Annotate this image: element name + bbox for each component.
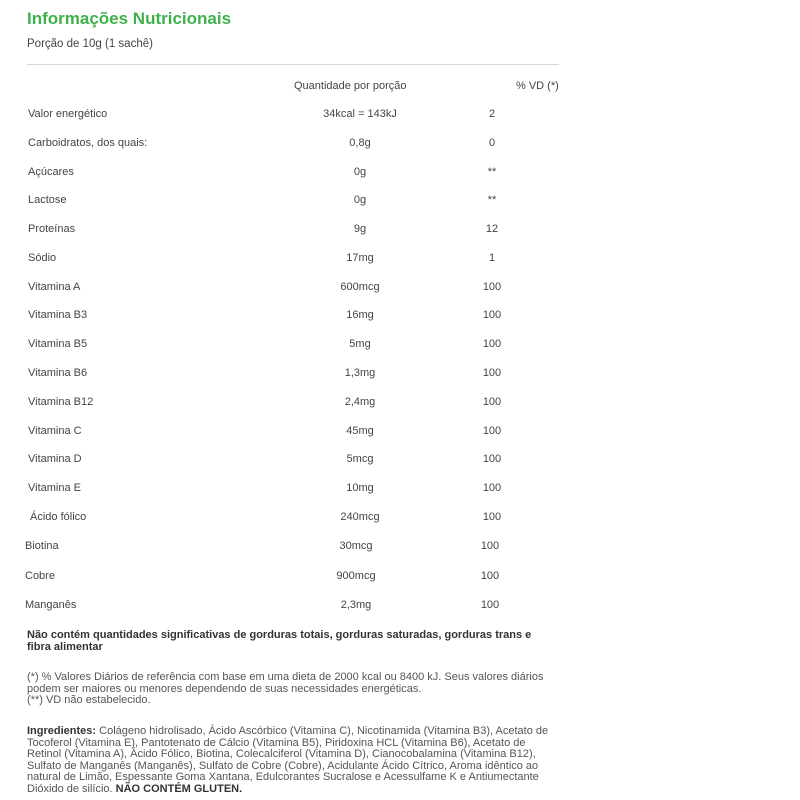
table-row: [0, 396, 800, 416]
nutrient-quantity: 34kcal = 143kJ: [323, 108, 397, 120]
nutrient-vd: 2: [488, 108, 496, 120]
nutrient-quantity: 5mg: [349, 338, 371, 350]
column-header-quantity: Quantidade por porção: [294, 80, 407, 92]
table-row: [0, 137, 800, 157]
nutrient-vd: 100: [482, 511, 502, 523]
table-row: [0, 166, 800, 186]
table-row: [0, 540, 800, 560]
vd-not-established-note: (**) VD não estabelecido.: [27, 694, 151, 706]
nutrient-vd: **: [487, 166, 497, 178]
table-row: [0, 252, 800, 272]
table-row: [0, 309, 800, 329]
table-row: [0, 453, 800, 473]
nutrient-name: Valor energético: [28, 108, 108, 120]
nutrient-vd: 1: [488, 252, 496, 264]
nutrient-name: Vitamina E: [28, 482, 81, 494]
nutrient-vd: 12: [485, 223, 499, 235]
nutrient-name: Vitamina B12: [28, 396, 94, 408]
nutrient-vd: 100: [482, 396, 502, 408]
nutrient-name: Vitamina D: [28, 453, 82, 465]
nutrient-vd: 100: [482, 482, 502, 494]
table-row: [0, 194, 800, 214]
nutrient-quantity: 600mcg: [340, 281, 380, 293]
nutrient-name: Vitamina B6: [28, 367, 88, 379]
page-title: Informações Nutricionais: [27, 9, 232, 28]
gluten-warning: NÃO CONTÉM GLUTEN.: [115, 782, 243, 795]
table-row: [0, 599, 800, 619]
vd-footnote: [27, 672, 552, 707]
table-row: [0, 482, 800, 502]
nutrient-name: Vitamina B3: [28, 309, 88, 321]
table-row: [0, 108, 800, 128]
nutrient-vd: 100: [482, 453, 502, 465]
vd-reference-note: (*) % Valores Diários de referência com base em uma dieta de 2000 kcal ou 8400 kJ. Seus valores diários podem ser maiores ou menores dependendo de suas necessidades energéticas.: [27, 671, 544, 695]
nutrient-name: Biotina: [25, 540, 59, 552]
nutrient-vd: 100: [480, 599, 500, 611]
nutrient-quantity: 1,3mg: [344, 367, 376, 379]
divider: [27, 64, 559, 65]
nutrient-name: Lactose: [28, 194, 67, 206]
table-row: [0, 425, 800, 445]
nutrient-vd: 0: [488, 137, 496, 149]
nutrient-name: Ácido fólico: [30, 511, 87, 523]
nutrient-quantity: 16mg: [346, 309, 374, 321]
nutrient-quantity: 2,3mg: [340, 599, 372, 611]
nutrient-quantity: 2,4mg: [344, 396, 376, 408]
table-row: [0, 511, 800, 531]
nutrient-vd: **: [487, 194, 497, 206]
not-significant-note: Não contém quantidades significativas de gorduras totais, gorduras saturadas, gorduras trans e fibra alimentar: [27, 629, 532, 653]
nutrient-name: Carboidratos, dos quais:: [28, 137, 148, 149]
nutrient-quantity: 45mg: [346, 425, 374, 437]
table-row: [0, 338, 800, 358]
nutrient-quantity: 30mcg: [339, 540, 373, 552]
nutrient-quantity: 0g: [353, 194, 367, 206]
nutrient-quantity: 240mcg: [340, 511, 380, 523]
ingredients-block: [27, 726, 552, 795]
ingredients-label: Ingredientes:: [27, 725, 97, 737]
nutrient-name: Proteínas: [28, 223, 76, 235]
nutrient-name: Manganês: [25, 599, 77, 611]
nutrient-name: Vitamina B5: [28, 338, 88, 350]
table-row: [0, 367, 800, 387]
nutrient-vd: 100: [480, 570, 500, 582]
nutrient-name: Sódio: [28, 252, 57, 264]
nutrient-quantity: 9g: [353, 223, 367, 235]
nutrient-quantity: 0g: [353, 166, 367, 178]
nutrient-name: Cobre: [25, 570, 55, 582]
table-row: [0, 281, 800, 301]
nutrient-vd: 100: [480, 540, 500, 552]
nutrient-quantity: 0,8g: [349, 137, 371, 149]
nutrient-quantity: 10mg: [346, 482, 374, 494]
nutrient-vd: 100: [482, 425, 502, 437]
nutrient-vd: 100: [482, 338, 502, 350]
nutrient-quantity: 900mcg: [336, 570, 376, 582]
column-header-vd: % VD (*): [516, 80, 559, 92]
nutrient-name: Vitamina C: [28, 425, 82, 437]
nutrient-quantity: 17mg: [346, 252, 374, 264]
table-row: [0, 223, 800, 243]
table-row: [0, 570, 800, 590]
nutrient-vd: 100: [482, 281, 502, 293]
nutrient-quantity: 5mcg: [346, 453, 374, 465]
nutrient-name: Vitamina A: [28, 281, 81, 293]
nutrient-vd: 100: [482, 309, 502, 321]
nutrient-name: Açúcares: [28, 166, 74, 178]
nutrient-vd: 100: [482, 367, 502, 379]
ingredients-list: Colágeno hidrolisado, Ácido Ascórbico (Vitamina C), Nicotinamida (Vitamina B3), Acetato de Tocoferol (Vitamina E), Pantotenato de Cálcio (Vitamina B5), Piridoxina HCL (Vitamina B6), Acetato de Retinol (Vitamina A), Ácido Fólico, Biotina, Colecalciferol (Vitamina D), Cianocobalamina (Vitamina B12), Sulfato de Manganês (Manganês), Sulfato de Cobre (Cobre), Acidulante Ácido Cítrico, Aroma idêntico ao natural de Limão, Espessante Goma Xantana, Edulcorantes Sucralose e Acessulfame K e Antiumectante Dióxido de silício.: [27, 725, 549, 795]
portion-size: Porção de 10g (1 sachê): [27, 38, 153, 50]
